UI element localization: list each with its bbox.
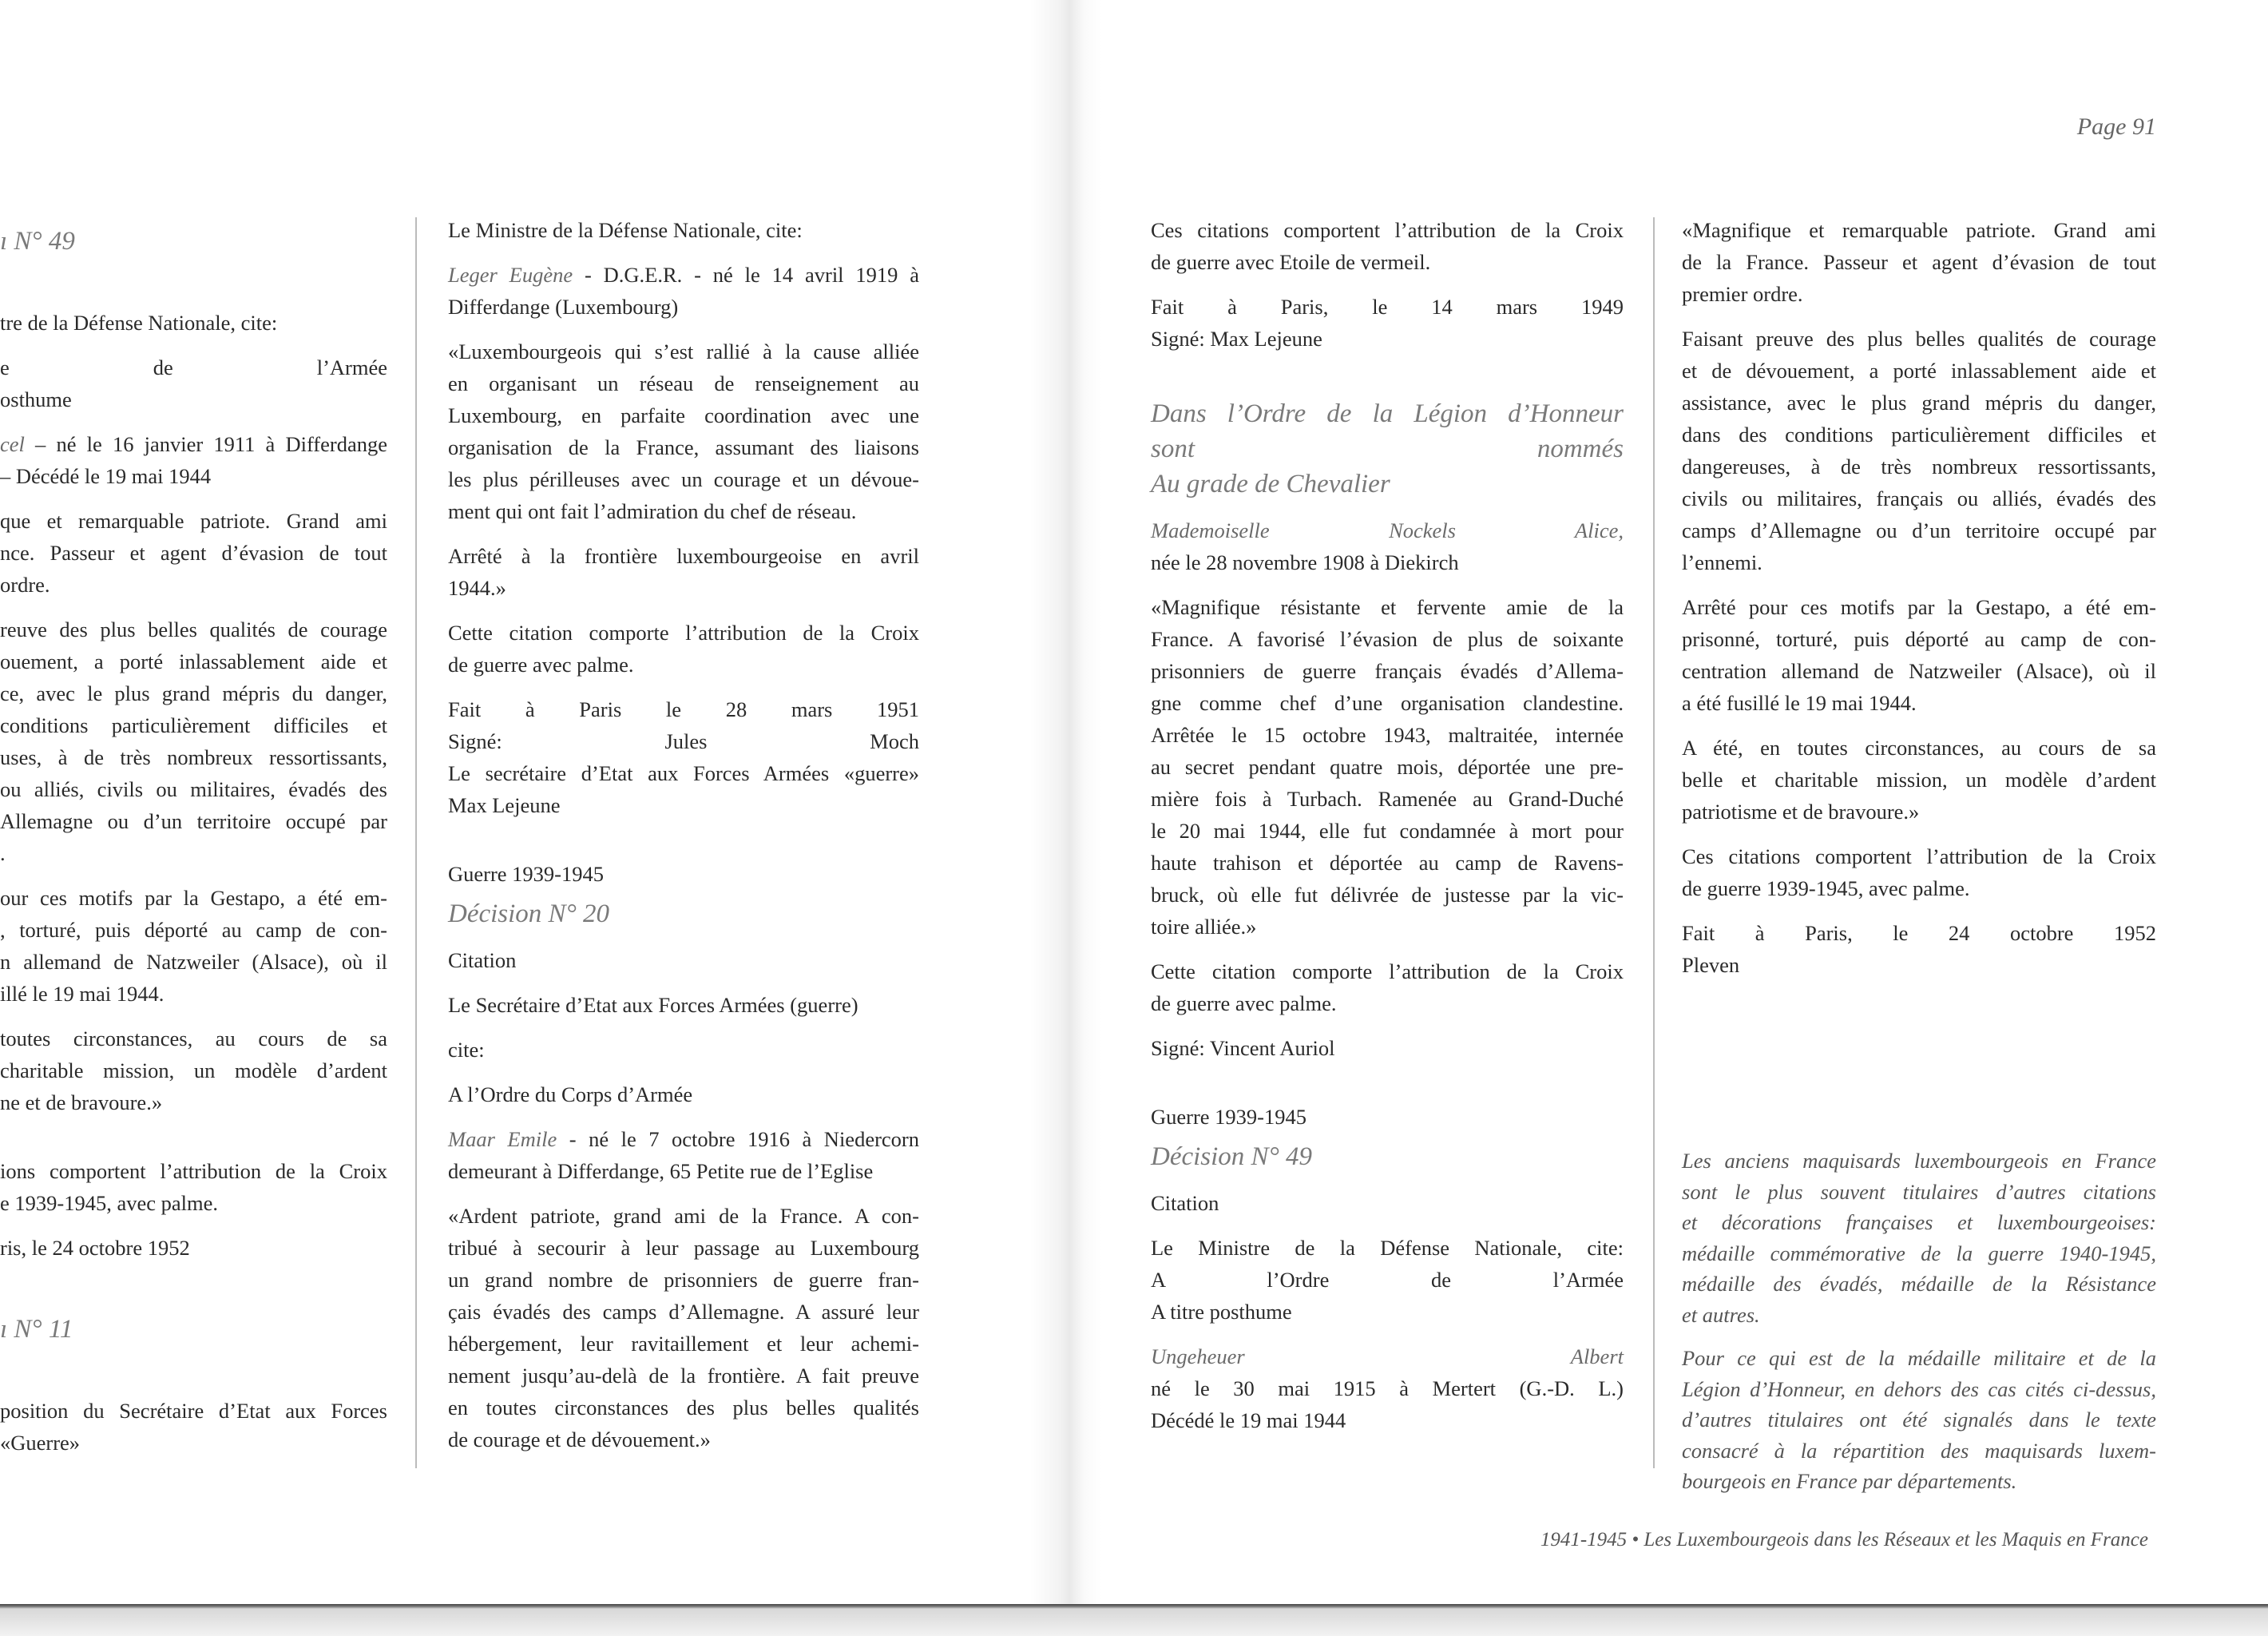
paragraph [448,858,919,890]
text-line: ouement, a porté inlassablement aide et [0,649,387,673]
text-line: cite: [448,1038,485,1062]
paragraph [0,505,387,601]
text-line: Pour ce qui est de la médaille militaire et de la [1682,1346,2156,1370]
text-line: ment qui ont fait l’admiration du chef de réseau. [448,499,857,523]
text-line: Le Secrétaire d’Etat aux Forces Armées (guerre) [448,993,858,1017]
text-fragment: - né le 7 octobre 1916 à Niedercorn [557,1127,919,1151]
text-line: Au grade de Chevalier [1151,470,1390,498]
text-line: a été fusillé le 19 mai 1944. [1682,691,1917,715]
text-line: de guerre avec Etoile de vermeil. [1151,250,1431,274]
text-line: consacré à la répartition des maquisards luxem- [1682,1438,2156,1463]
paragraph [448,989,919,1021]
text-line: Les anciens maquisards luxembourgeois en France [1682,1149,2156,1173]
paragraph [1151,514,1624,578]
text-line: de guerre 1939-1945, avec palme. [1682,876,1970,900]
text-line: Citation [1151,1191,1219,1215]
paragraph [1151,1187,1624,1219]
text-line: Signé: Max Lejeune [1151,327,1322,351]
text-line: et autres. [1682,1302,1760,1327]
text-line: Luxembourg, en parfaite coordination avec une [448,403,919,427]
text-column [448,214,919,1455]
text-line: Dans l’Ordre de la Légion d’Honneur [1151,399,1624,428]
paragraph [1682,732,2156,828]
text-line [448,259,919,291]
text-line: Differdange (Luxembourg) [448,295,679,319]
paragraph [1682,917,2156,981]
book-gutter-shadow [1030,0,1102,1606]
paragraph [0,307,387,339]
text-line: tribué à secourir à leur passage au Luxembourg [448,1236,919,1260]
person-name: Leger Eugène [448,263,573,287]
text-line: e 1939-1945, avec palme. [0,1191,218,1215]
text-line: prisonné, torturé, puis déporté au camp de con- [1682,627,2156,651]
text-line: tre de la Défense Nationale, cite: [0,311,278,335]
paragraph [1682,1343,2156,1497]
person-name: Ungeheuer Albert [1151,1344,1624,1368]
text-line: Allemagne ou d’un territoire occupé par [0,809,387,833]
text-line: ce, avec le plus grand mépris du danger, [0,681,387,705]
text-line: Signé: Vincent Auriol [1151,1036,1335,1060]
paragraph [448,693,919,821]
text-line: un grand nombre de prisonniers de guerre fran- [448,1268,919,1292]
text-line: Le Ministre de la Défense Nationale, cite: [1151,1236,1624,1260]
text-line [1151,514,1624,546]
paragraph [1151,955,1624,1019]
text-fragment: – né le 16 janvier 1911 à Differdange [24,432,387,456]
text-line: gne comme chef d’une organisation clandestine. [1151,691,1624,715]
text-line: prisonniers de guerre français évadés d’Allema- [1151,659,1624,683]
text-line: Citation [448,948,517,972]
text-line: charitable mission, un modèle d’ardent [0,1058,387,1082]
text-line: osthume [0,387,72,411]
text-line: sont nommés [1151,435,1624,463]
text-line: Décision N° 20 [448,899,610,928]
text-line: organisation de la France, assumant des liaisons [448,435,919,459]
column-divider [415,217,417,1468]
text-line: toutes circonstances, au cours de sa [0,1026,387,1050]
paragraph [448,1078,919,1110]
text-line: née le 28 novembre 1908 à Diekirch [1151,550,1459,574]
text-line: Faisant preuve des plus belles qualités de courage [1682,327,2156,351]
text-line: haute trahison et déportée au camp de Ravens- [1151,851,1624,875]
text-line: Signé: Jules Moch [448,729,919,753]
running-footer: 1941-1945 • Les Luxembourgeois dans les Réseaux et les Maquis en France [1540,1529,2148,1551]
person-name: Maar Emile [448,1127,557,1151]
text-line: de guerre avec palme. [1151,991,1337,1015]
text-line: – Décédé le 19 mai 1944 [0,464,212,488]
paragraph [0,1022,387,1118]
text-line: e de l’Armée [0,355,387,379]
paragraph [1151,1032,1624,1064]
text-line: premier ordre. [1682,282,1803,306]
text-line: Arrêté pour ces motifs par la Gestapo, a été em- [1682,595,2156,619]
text-line: «Magnifique et remarquable patriote. Grand ami [1682,218,2156,242]
text-line: en organisant un réseau de renseignement au [448,371,919,395]
text-line: çais évadés des camps d’Allemagne. A assuré leur [448,1300,919,1324]
text-line: Fait à Paris, le 14 mars 1949 [1151,295,1624,319]
text-line: de guerre avec palme. [448,653,634,677]
italic-note [1682,1133,2156,1497]
text-line: et de dévouement, a porté inlassablement aide et [1682,359,2156,383]
text-line: ı N° 49 [0,227,75,256]
text-line: les plus périlleuses avec un courage et un dévoue- [448,467,919,491]
paragraph [0,1395,387,1459]
text-line: position du Secrétaire d’Etat aux Forces [0,1399,387,1423]
text-line: hébergement, leur ravitaillement et leur achemi- [448,1332,919,1356]
text-line: A l’Ordre de l’Armée [1151,1268,1624,1292]
text-line: conditions particulièrement difficiles et [0,713,387,737]
text-line: bourgeois en France par départements. [1682,1469,2017,1493]
text-line: nement jusqu’au-delà de la frontière. A fait preuve [448,1364,919,1388]
section-heading [0,1312,387,1347]
text-line: né le 30 mai 1915 à Mertert (G.-D. L.) [1151,1376,1624,1400]
text-line: «Guerre» [0,1431,81,1455]
text-line: A l’Ordre du Corps d’Armée [448,1082,693,1106]
text-line: Décédé le 19 mai 1944 [1151,1408,1346,1432]
text-line: Fait à Paris le 28 mars 1951 [448,697,919,721]
text-line: camps d’Allemagne ou d’un territoire occupé par [1682,518,2156,542]
text-line: Guerre 1939-1945 [448,862,605,886]
paragraph [448,1123,919,1187]
text-line: «Luxembourgeois qui s’est rallié à la cause alliée [448,340,919,363]
paragraph [0,428,387,492]
paragraph [1682,840,2156,904]
text-line: de la France. Passeur et agent d’évasion de tout [1682,250,2156,274]
page-bottom-edge [0,1604,2268,1636]
paragraph [448,617,919,681]
text-line: A été, en toutes circonstances, au cours de sa [1682,736,2156,760]
paragraph [1682,591,2156,719]
person-name: Mademoiselle Nockels Alice, [1151,518,1624,542]
text-line: Arrêtée le 15 octobre 1943, maltraitée, internée [1151,723,1624,747]
text-column [1682,214,2156,981]
person-name: cel [0,432,25,456]
paragraph [1682,323,2156,578]
text-line: uses, à de très nombreux ressortissants, [0,745,387,769]
text-column [1151,214,1624,1436]
text-line: que et remarquable patriote. Grand ami [0,509,387,533]
text-line: toire alliée.» [1151,915,1257,939]
text-line: ris, le 24 octobre 1952 [0,1236,190,1260]
text-line: ordre. [0,573,50,597]
section-heading [1151,396,1624,502]
text-line: , torturé, puis déporté au camp de con- [0,918,387,942]
text-fragment: - D.G.E.R. - né le 14 avril 1919 à [573,263,919,287]
text-line: Max Lejeune [448,793,561,817]
text-line: Arrêté à la frontière luxembourgeoise en avril [448,544,919,568]
paragraph [0,614,387,869]
text-line: et décorations françaises et luxembourgeoises: [1682,1210,2156,1234]
text-line: our ces motifs par la Gestapo, a été em- [0,886,387,910]
text-line: Le secrétaire d’Etat aux Forces Armées «guerre» [448,761,919,785]
text-line: médaille commémorative de la guerre 1940-1945, [1682,1241,2156,1265]
text-line: assistance, avec le plus grand mépris du danger, [1682,391,2156,415]
text-line: France. A favorisé l’évasion de plus de soixante [1151,627,1624,651]
text-line: ı N° 11 [0,1315,73,1344]
text-line: «Magnifique résistante et fervente amie de la [1151,595,1624,619]
text-line: sont le plus souvent titulaires d’autres citations [1682,1179,2156,1204]
text-line: le 20 mai 1944, elle fut condamnée à mort pour [1151,819,1624,843]
text-line: dangereuses, à de très nombreux ressortissants, [1682,455,2156,478]
text-line: n allemand de Natzweiler (Alsace), où il [0,950,387,974]
text-line: au secret pendant quatre mois, déportée une pre- [1151,755,1624,779]
column-divider [1653,217,1655,1468]
paragraph [1151,291,1624,355]
text-line: Fait à Paris, le 24 octobre 1952 [1682,921,2156,945]
text-line: Ces citations comportent l’attribution de la Croix [1682,844,2156,868]
paragraph [448,259,919,323]
text-line: de courage et de dévouement.» [448,1428,711,1451]
paragraph [448,336,919,527]
paragraph [0,1232,387,1264]
paragraph [1151,1232,1624,1328]
text-line: Ces citations comportent l’attribution de la Croix [1151,218,1624,242]
text-line: illé le 19 mai 1944. [0,982,165,1006]
text-line: Pleven [1682,953,1740,977]
paragraph [448,540,919,604]
text-line: d’autres titulaires ont été signalés dans le texte [1682,1408,2156,1432]
text-line: bruck, où elle fut délivrée de justesse par la vic- [1151,883,1624,907]
text-line: l’ennemi. [1682,550,1762,574]
paragraph [0,351,387,415]
text-line: Cette citation comporte l’attribution de la Croix [448,621,919,645]
paragraph [1151,1101,1624,1133]
text-column [0,214,387,1459]
section-heading [1151,1139,1624,1174]
text-line: Décision N° 49 [1151,1142,1313,1171]
page-number: Page 91 [2076,113,2156,140]
paragraph [448,944,919,976]
text-line [448,1123,919,1155]
paragraph [448,1034,919,1066]
paragraph [448,1200,919,1455]
paragraph [1682,214,2156,310]
text-line: centration allemand de Natzweiler (Alsace), où il [1682,659,2156,683]
text-line: dans des conditions particulièrement difficiles et [1682,423,2156,447]
text-line: Cette citation comporte l’attribution de la Croix [1151,959,1624,983]
text-line: nce. Passeur et agent d’évasion de tout [0,541,387,565]
text-line: mière fois à Turbach. Ramenée au Grand-Duché [1151,787,1624,811]
text-line: . [0,841,6,865]
paragraph [0,882,387,1010]
paragraph [1151,591,1624,943]
paragraph [0,1155,387,1219]
paragraph [1682,1146,2156,1330]
text-line: reuve des plus belles qualités de courage [0,617,387,641]
text-line: 1944.» [448,576,506,600]
text-line [1151,1340,1624,1372]
paragraph [1151,214,1624,278]
text-line: Légion d’Honneur, en dehors des cas cités ci-dessus, [1682,1376,2156,1401]
text-line: belle et charitable mission, un modèle d’ardent [1682,768,2156,792]
text-line: A titre posthume [1151,1300,1292,1324]
text-line: Guerre 1939-1945 [1151,1105,1307,1129]
text-line: civils ou militaires, français ou alliés, évadés des [1682,486,2156,510]
text-line: médaille des évadés, médaille de la Résistance [1682,1272,2156,1296]
section-heading [0,224,387,259]
text-line: ions comportent l’attribution de la Croix [0,1159,387,1183]
text-line: en toutes circonstances des plus belles qualités [448,1396,919,1420]
text-line: patriotisme et de bravoure.» [1682,800,1920,824]
text-line: ou alliés, civils ou militaires, évadés des [0,777,387,801]
paragraph [1151,1340,1624,1436]
text-line: demeurant à Differdange, 65 Petite rue de l’Eglise [448,1159,874,1183]
text-line: ne et de bravoure.» [0,1090,163,1114]
text-line [0,428,387,460]
text-line: «Ardent patriote, grand ami de la France. A con- [448,1204,919,1228]
text-line: Le Ministre de la Défense Nationale, cite: [448,218,803,242]
paragraph [448,214,919,246]
section-heading [448,896,919,931]
